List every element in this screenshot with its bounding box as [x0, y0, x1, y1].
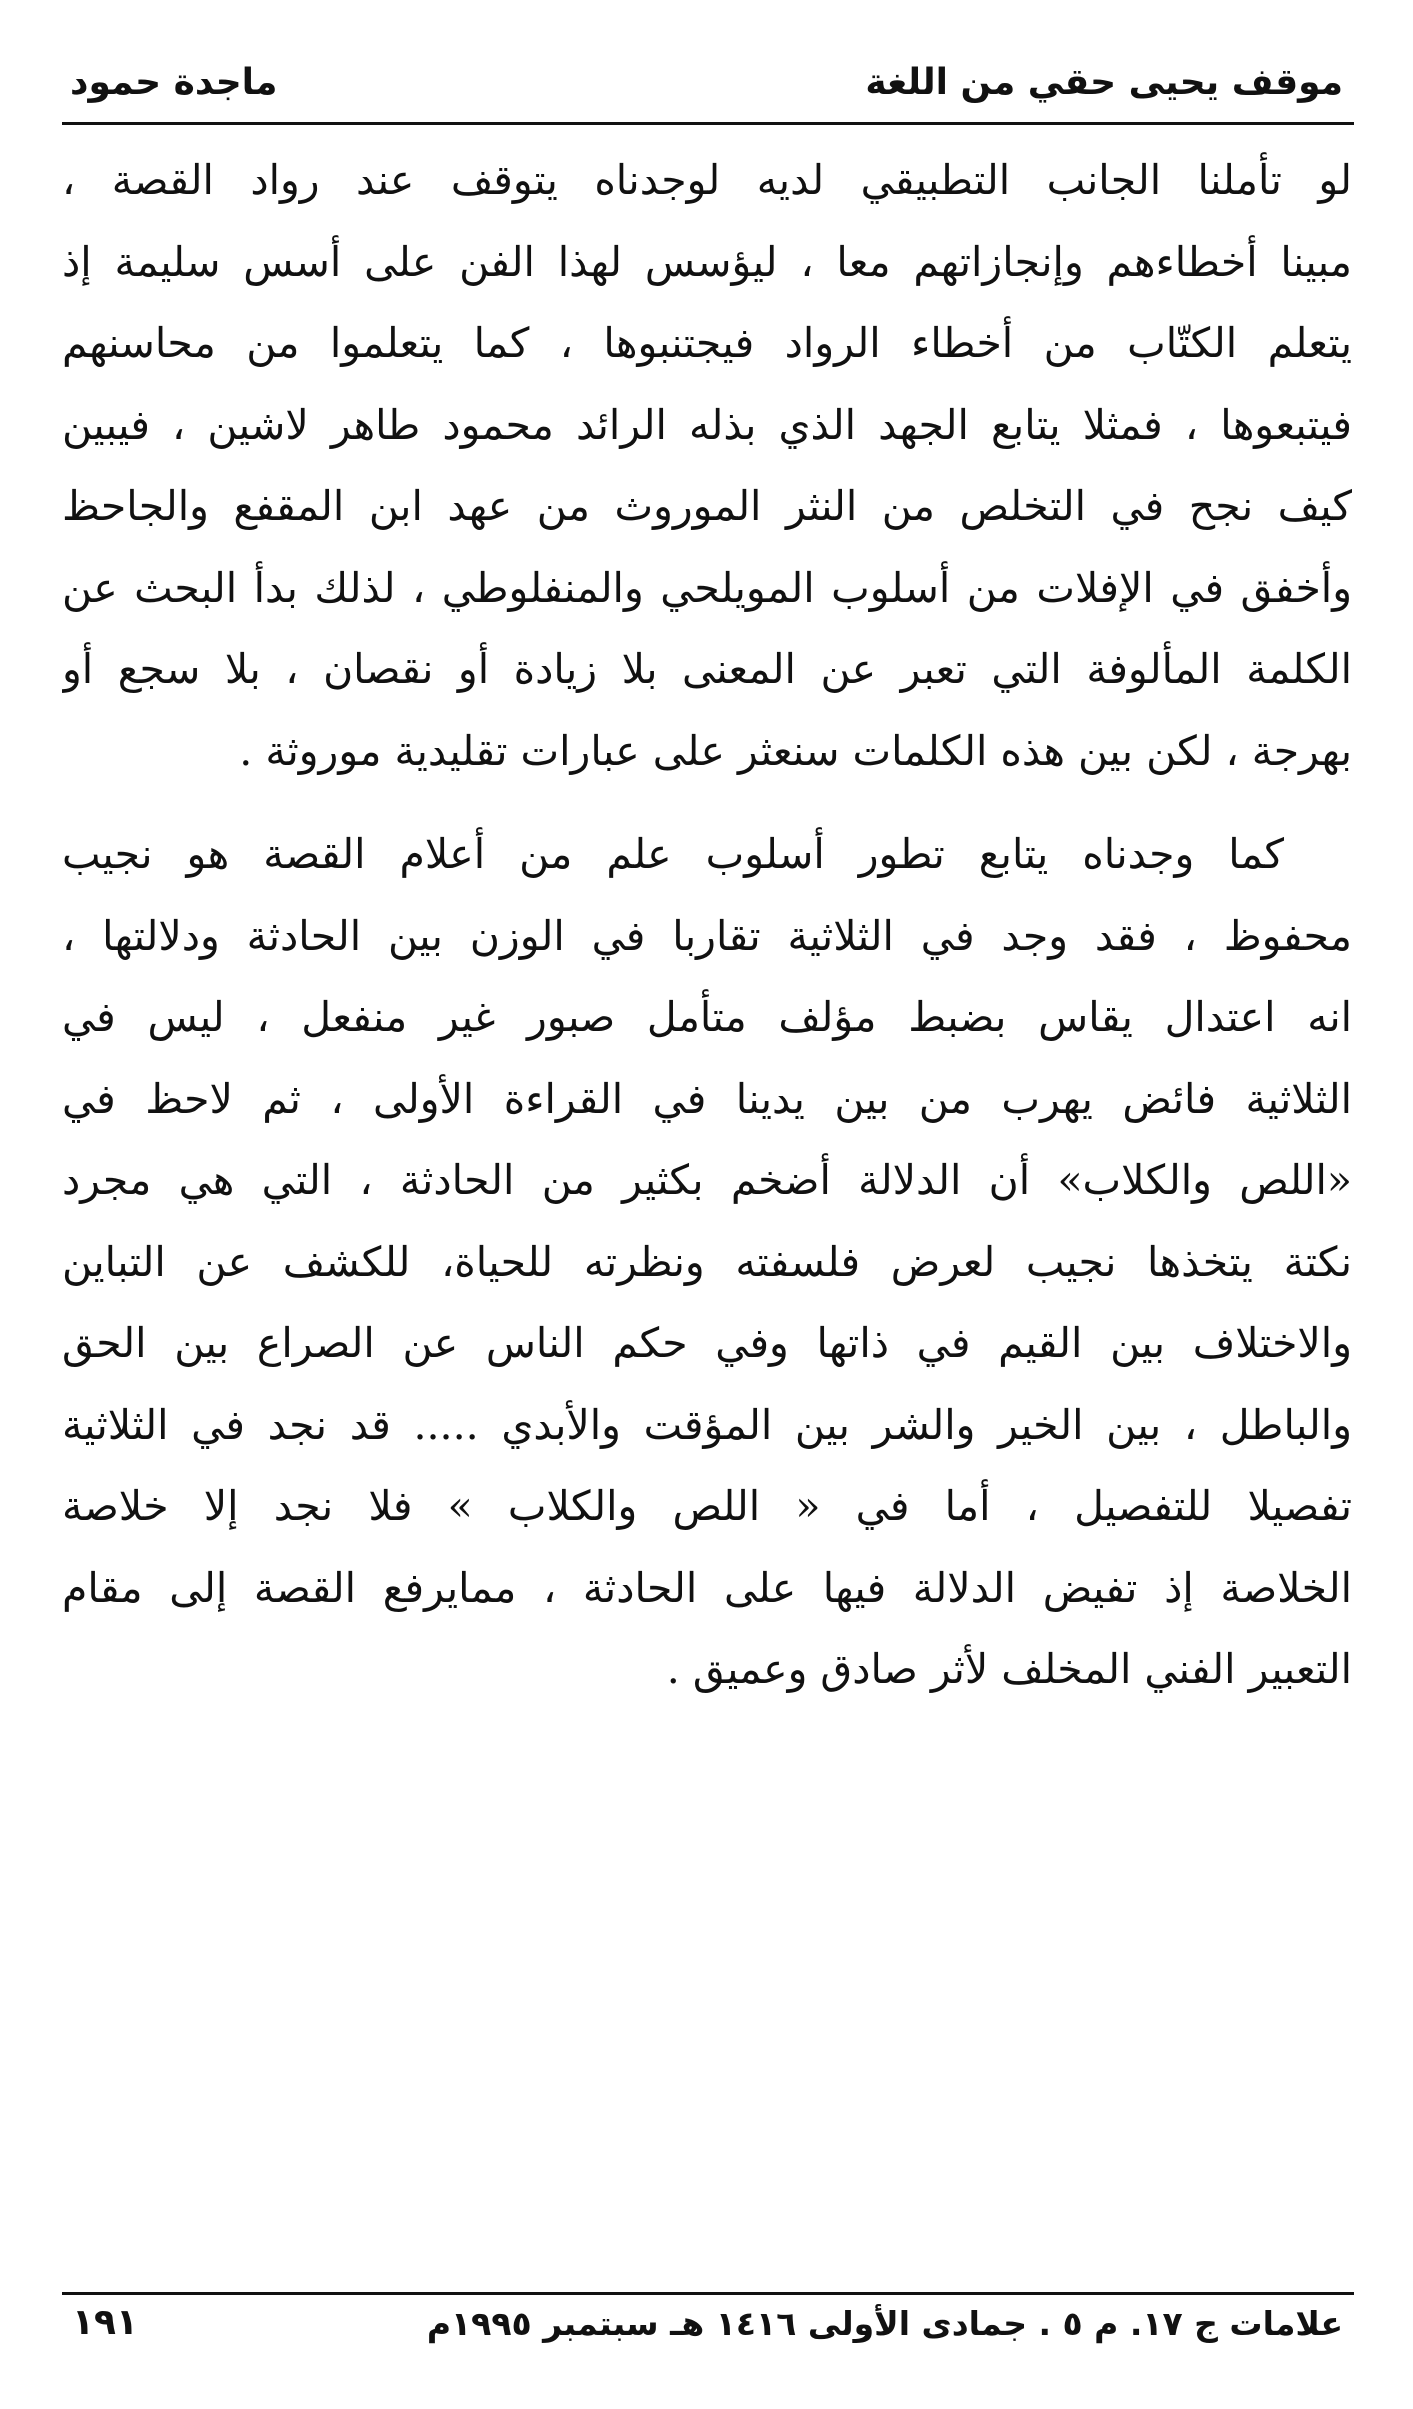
paragraph	[62, 814, 1352, 1711]
page-footer	[62, 2296, 1351, 2366]
text-line: «اللص والكلاب» أن الدلالة أضخم بكثير من الحادثة ، التي هي مجرد	[62, 1156, 1352, 1204]
running-author: ماجدة حمود	[70, 62, 278, 103]
page-number: ١٩١	[72, 2302, 138, 2343]
text-line: انه اعتدال يقاس بضبط مؤلف متأمل صبور غير منفعل ، ليس في	[62, 993, 1352, 1041]
text-line: محفوظ ، فقد وجد في الثلاثية تقاربا في الوزن بين الحادثة ودلالتها ،	[62, 911, 1352, 960]
text-line: كيف نجح في التخلص من النثر الموروث من عهد ابن المقفع والجاحظ	[62, 482, 1352, 530]
text-line: تفصيلا للتفصيل ، أما في « اللص والكلاب » فلا نجد إلا خلاصة	[62, 1482, 1352, 1530]
paragraph-spacer	[62, 792, 1352, 814]
text-line: نكتة يتخذها نجيب لعرض فلسفته ونظرته للحياة، للكشف عن التباين	[62, 1237, 1352, 1286]
text-line: مبينا أخطاءهم وإنجازاتهم معا ، ليؤسس لهذا الفن على أسس سليمة إذ	[62, 237, 1352, 286]
text-line: لو تأملنا الجانب التطبيقي لديه لوجدناه يتوقف عند رواد القصة ،	[62, 156, 1352, 204]
body-text	[62, 140, 1352, 1711]
text-line: الخلاصة إذ تفيض الدلالة فيها على الحادثة ، ممايرفع القصة إلى مقام	[62, 1563, 1352, 1612]
text-line: وأخفق في الإفلات من أسلوب المويلحي والمنفلوطي ، لذلك بدأ البحث عن	[62, 563, 1352, 612]
text-line: بهرجة ، لكن بين هذه الكلمات سنعثر على عبارات تقليدية موروثة .	[239, 726, 1352, 775]
text-line: فيتبعوها ، فمثلا يتابع الجهد الذي بذله الرائد محمود طاهر لاشين ، فيبين	[62, 400, 1352, 449]
footer-rule	[62, 2292, 1354, 2295]
paragraph	[62, 140, 1352, 792]
text-line: يتعلم الكتّاب من أخطاء الرواد فيجتنبوها ، كما يتعلموا من محاسنهم	[62, 319, 1352, 367]
text-line: الكلمة المألوفة التي تعبر عن المعنى بلا زيادة أو نقصان ، بلا سجع أو	[62, 645, 1352, 693]
text-line: الثلاثية فائض يهرب من بين يدينا في القراءة الأولى ، ثم لاحظ في	[62, 1074, 1352, 1123]
running-title: موقف يحيى حقي من اللغة	[865, 62, 1343, 103]
running-header	[62, 56, 1351, 116]
text-line: كما وجدناه يتابع تطور أسلوب علم من أعلام القصة هو نجيب	[62, 830, 1284, 878]
text-line: التعبير الفني المخلف لأثر صادق وعميق .	[666, 1645, 1352, 1693]
text-line: والاختلاف بين القيم في ذاتها وفي حكم الناس عن الصراع بين الحق	[62, 1319, 1352, 1367]
journal-citation: علامات ج ١٧. م ٥ . جمادى الأولى ١٤١٦ هـ سبتمبر ١٩٩٥م	[426, 2304, 1343, 2343]
text-line: والباطل ، بين الخير والشر بين المؤقت والأبدي ..... قد نجد في الثلاثية	[62, 1400, 1352, 1449]
header-rule	[62, 122, 1354, 125]
